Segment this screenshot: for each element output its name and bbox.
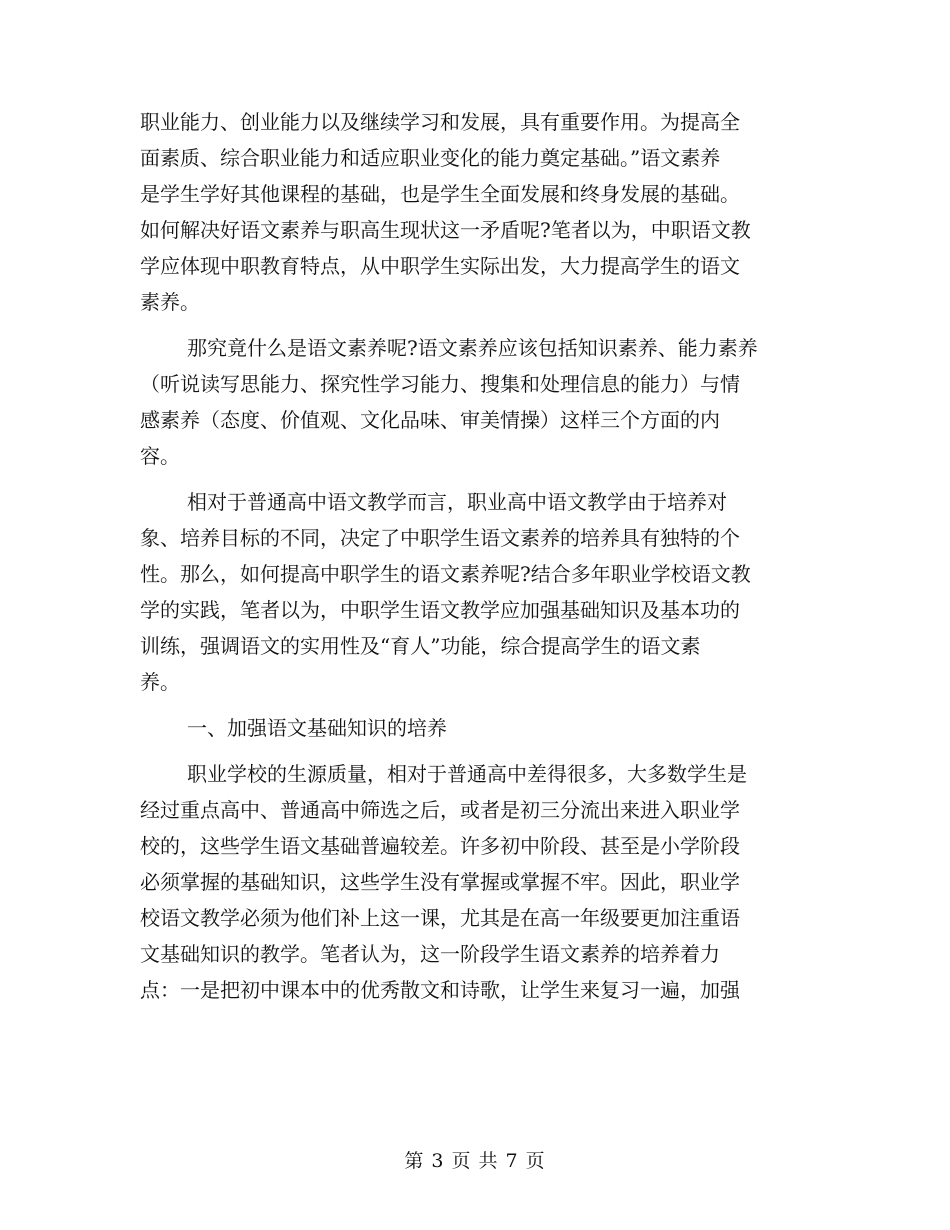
text-line: 校的，这些学生语文基础普遍较差。许多初中阶段、甚至是小学阶段: [140, 834, 740, 858]
text-line: 学的实践，笔者以为，中职学生语文教学应加强基础知识及基本功的: [140, 598, 740, 622]
text-line: 文基础知识的教学。笔者认为，这一阶段学生语文素养的培养着力: [140, 942, 720, 966]
text-line: 学应体现中职教育特点，从中职学生实际出发，大力提高学生的语文: [140, 254, 740, 278]
text-line: 那究竟什么是语文素养呢?语文素养应该包括知识素养、能力素养: [187, 336, 758, 360]
text-line: 职业能力、创业能力以及继续学习和发展，具有重要作用。为提高全: [140, 110, 740, 134]
text-line: 素养。: [140, 290, 200, 314]
text-line: 感素养（态度、价值观、文化品味、审美情操）这样三个方面的内: [140, 408, 720, 432]
text-line: 职业学校的生源质量，相对于普通高中差得很多，大多数学生是: [187, 762, 747, 786]
text-line: 养。: [140, 670, 180, 694]
page-number: 第 3 页 共 7 页: [404, 1150, 546, 1172]
text-line: 必须掌握的基础知识，这些学生没有掌握或掌握不牢。因此，职业学: [140, 870, 740, 894]
heading-line: 一、加强语文基础知识的培养: [187, 716, 447, 740]
text-line: 象、培养目标的不同，决定了中职学生语文素养的培养具有独特的个: [140, 526, 740, 550]
text-line: 如何解决好语文素养与职高生现状这一矛盾呢?笔者以为，中职语文教: [140, 218, 751, 242]
page-footer: [0, 1147, 950, 1175]
text-line: 经过重点高中、普通高中筛选之后，或者是初三分流出来进入职业学: [140, 798, 740, 822]
text-line: 性。那么，如何提高中职学生的语文素养呢?结合多年职业学校语文教: [140, 562, 751, 586]
body-text: [140, 104, 820, 1018]
section-heading: [140, 710, 820, 746]
text-line: 校语文教学必须为他们补上这一课，尤其是在高一年级要更加注重语: [140, 906, 740, 930]
text-line: 相对于普通高中语文教学而言，职业高中语文教学由于培养对: [187, 490, 727, 514]
paragraph-2: [140, 330, 820, 474]
text-line: 面素质、综合职业能力和适应职业变化的能力奠定基础。”语文素养: [140, 146, 721, 170]
text-line: 是学生学好其他课程的基础，也是学生全面发展和终身发展的基础。: [140, 182, 740, 206]
paragraph-5: [140, 756, 820, 1008]
text-line: （听说读写思能力、探究性学习能力、搜集和处理信息的能力）与情: [140, 372, 740, 396]
paragraph-1: [140, 104, 820, 320]
text-line: 点：一是把初中课本中的优秀散文和诗歌，让学生来复习一遍，加强: [140, 978, 740, 1002]
text-line: 训练，强调语文的实用性及“育人”功能，综合提高学生的语文素: [140, 634, 701, 658]
text-line: 容。: [140, 444, 180, 468]
paragraph-3: [140, 484, 820, 700]
